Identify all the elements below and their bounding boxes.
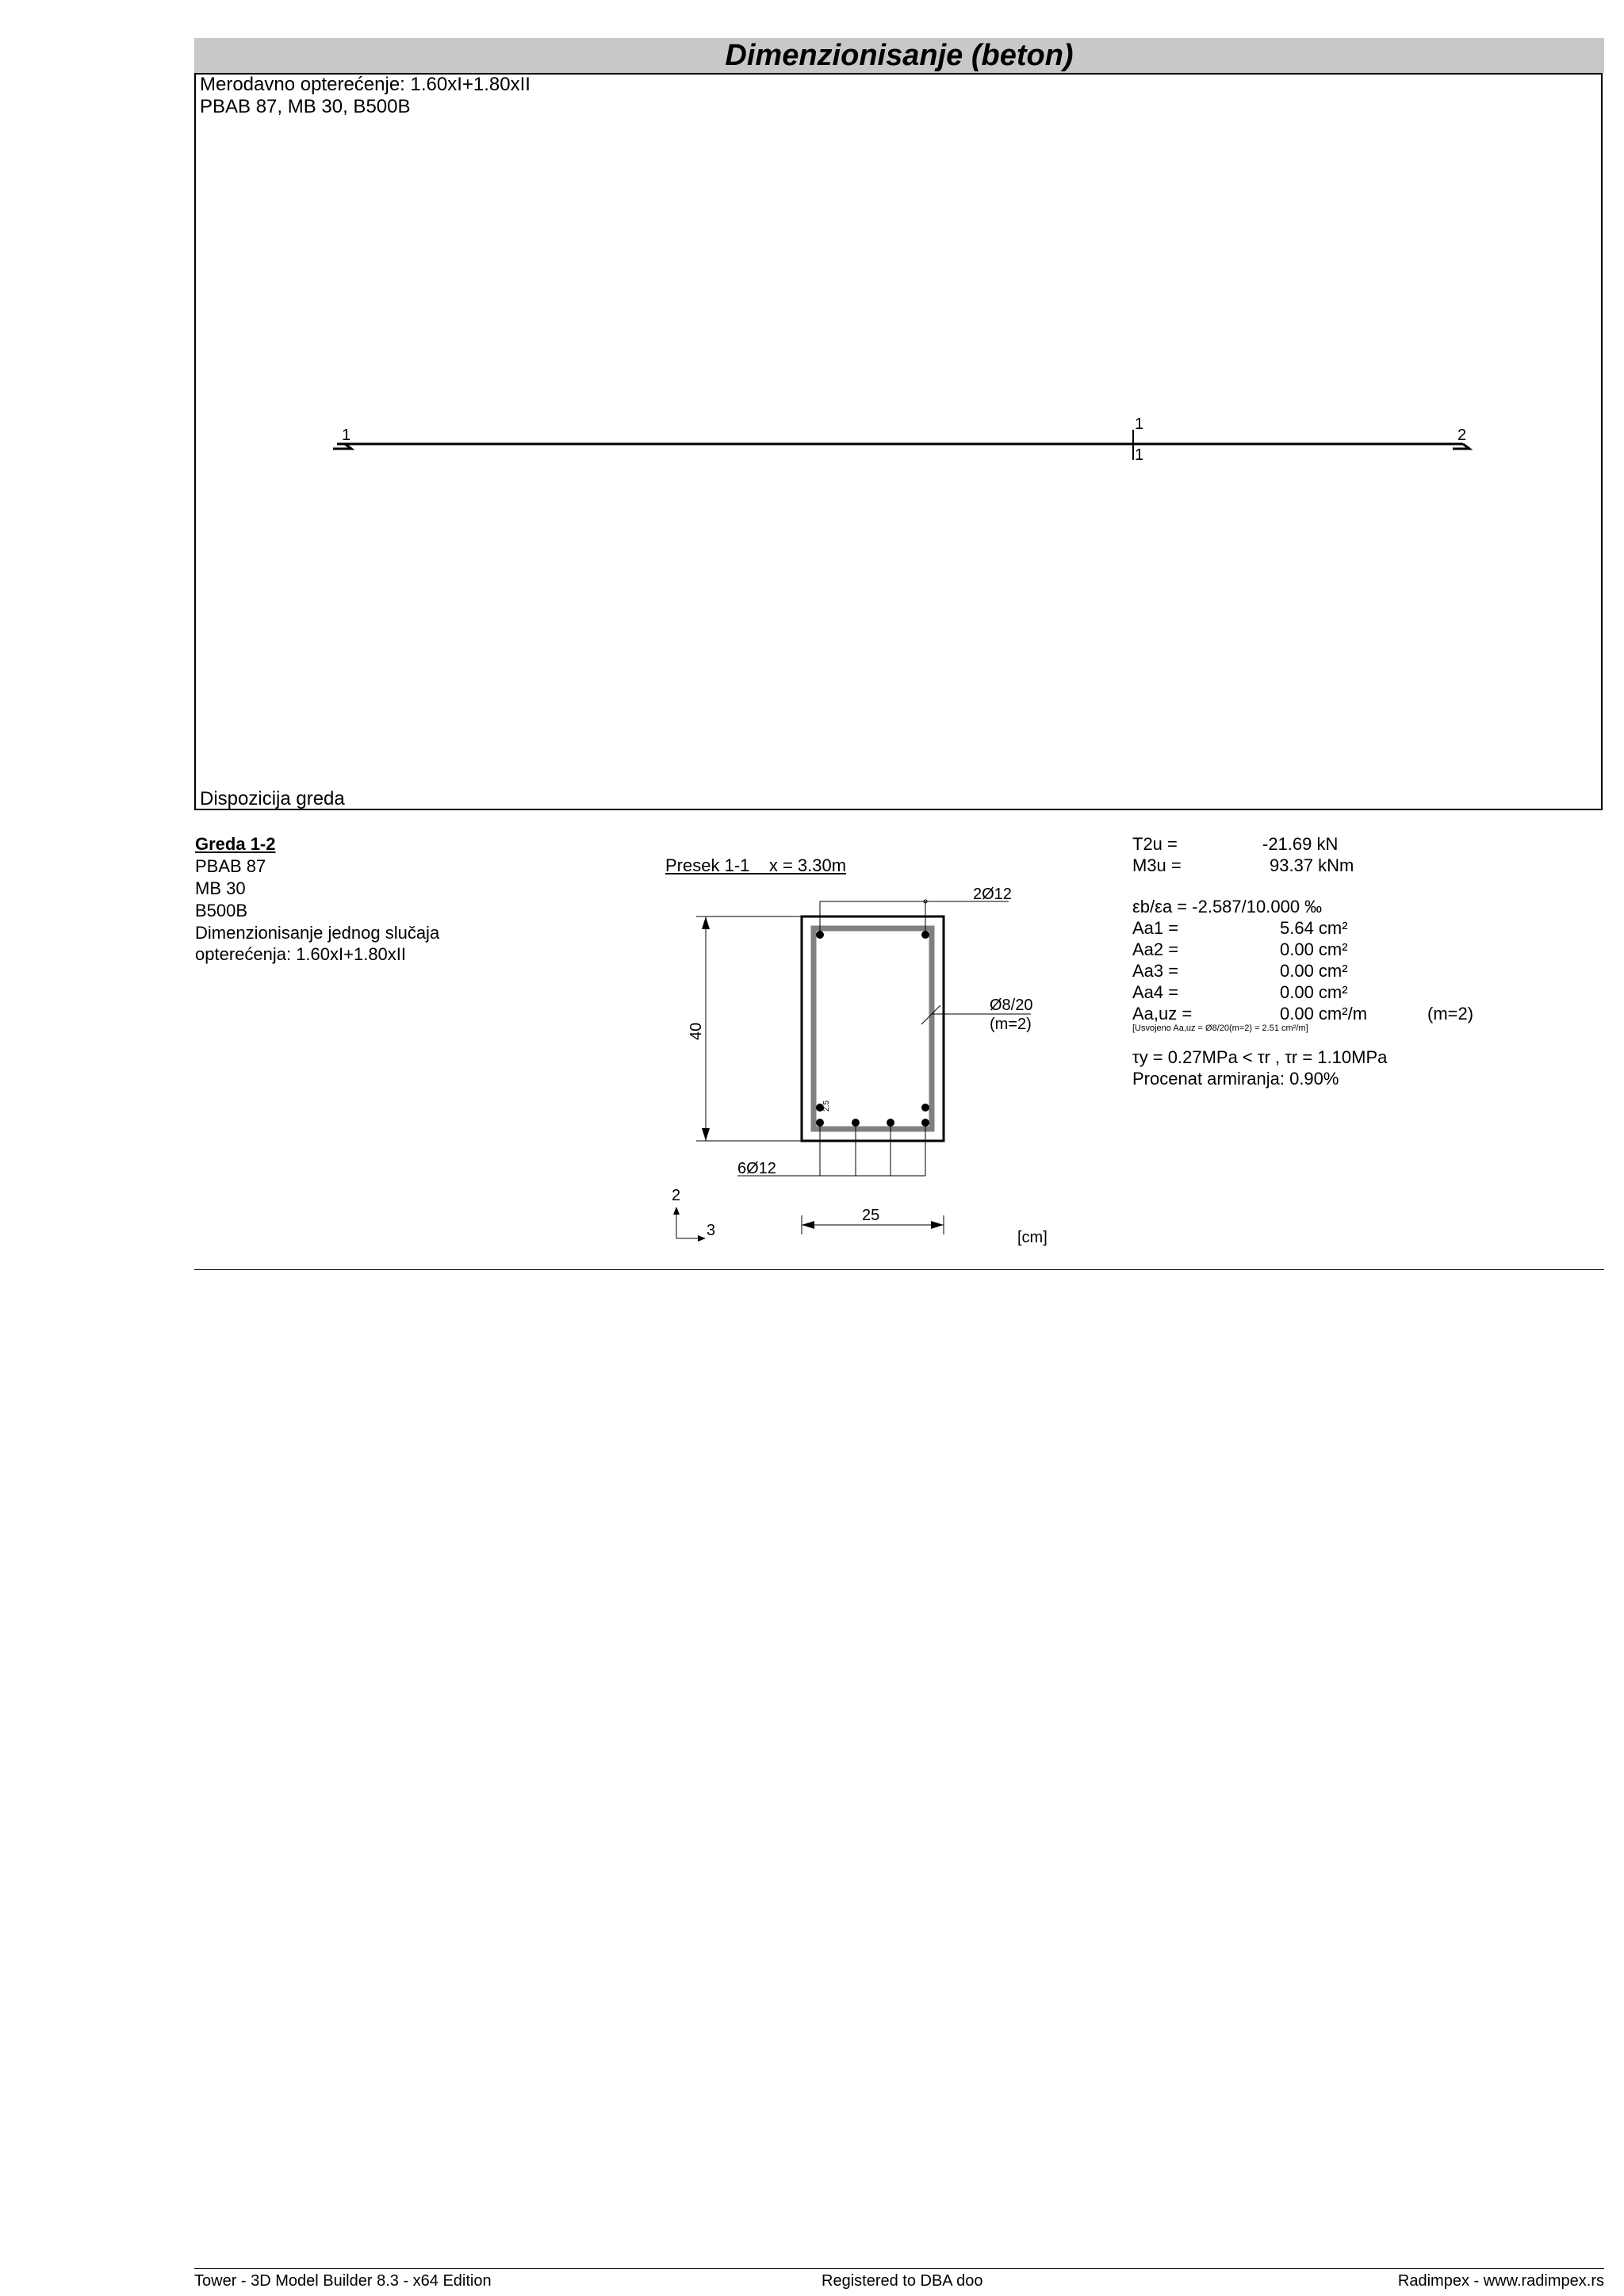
units-label: [cm] (1017, 1229, 1048, 1246)
beam-info-line: B500B (195, 901, 248, 920)
arrow-icon (698, 1235, 706, 1242)
node-label-right: 2 (1457, 427, 1467, 444)
t2u-label: T2u = (1132, 834, 1178, 854)
aauz-value: 0.00 cm²/m (1280, 1004, 1368, 1024)
beam-title: Greda 1-2 (195, 834, 276, 854)
arrow-icon (673, 1207, 680, 1215)
axis-2-label: 2 (672, 1187, 681, 1204)
aa4-value: 0.00 cm² (1280, 982, 1348, 1002)
cover-dim-label: 2.5 (822, 1100, 831, 1112)
section-label: Presek 1-1 x = 3.30m (665, 855, 847, 875)
footer-rule (194, 2268, 1604, 2269)
load-combination-text: Merodavno opterećenje: 1.60xI+1.80xII (200, 74, 530, 95)
beam-info-line: PBAB 87 (195, 856, 266, 876)
aa1-label: Aa1 = (1132, 918, 1179, 938)
aa3-value: 0.00 cm² (1280, 961, 1348, 981)
footer-left-text: Tower - 3D Model Builder 8.3 - x64 Edition (194, 2272, 492, 2290)
disposition-caption: Dispozicija greda (200, 788, 345, 809)
top-bars-label: 2Ø12 (973, 886, 1012, 903)
shear-check-text: τy = 0.27MPa < τr , τr = 1.10MPa (1132, 1047, 1388, 1067)
aauz-label: Aa,uz = (1132, 1004, 1193, 1024)
aa1-value: 5.64 cm² (1280, 918, 1348, 938)
stirrup-outline (814, 928, 932, 1129)
t2u-value: -21.69 kN (1262, 834, 1339, 854)
aauz-m-label: (m=2) (1427, 1004, 1474, 1024)
adopted-stirrups-note: [Usvojeno Aa,uz = Ø8/20(m=2) = 2.51 cm²/m] (1132, 1024, 1308, 1033)
reinforcement-percentage: Procenat armiranja: 0.90% (1132, 1069, 1339, 1089)
beam-info-line: opterećenja: 1.60xI+1.80xII (195, 944, 407, 964)
footer-center-text: Registered to DBA doo (822, 2272, 983, 2290)
bottom-rebar (921, 1104, 929, 1112)
arrow-icon (931, 1221, 944, 1229)
page-title: Dimenzionisanje (beton) (725, 38, 1074, 72)
page-title-bar (194, 38, 1604, 73)
width-dim-label: 25 (862, 1207, 880, 1224)
node-label-left: 1 (342, 427, 351, 444)
arrow-icon (702, 916, 710, 929)
beam-info-line: Dimenzionisanje jednog slučaja (195, 923, 440, 943)
m3u-label: M3u = (1132, 855, 1182, 875)
beam-disposition-drawing (194, 73, 1603, 810)
m3u-value: 93.37 kNm (1270, 855, 1354, 875)
section-label-bottom: 1 (1135, 446, 1144, 464)
stirrup-m-label: (m=2) (990, 1016, 1032, 1033)
stirrup-label: Ø8/20 (990, 997, 1033, 1014)
section-divider (194, 1269, 1604, 1270)
axis-3-label: 3 (707, 1222, 716, 1239)
arrow-icon (702, 1128, 710, 1141)
materials-text: PBAB 87, MB 30, B500B (200, 96, 411, 117)
aa3-label: Aa3 = (1132, 961, 1179, 981)
arrow-icon (802, 1221, 814, 1229)
cross-section-drawing (666, 880, 1063, 1253)
aa2-label: Aa2 = (1132, 939, 1179, 959)
aa2-value: 0.00 cm² (1280, 939, 1348, 959)
height-dim-label: 40 (688, 1022, 705, 1040)
aa4-label: Aa4 = (1132, 982, 1179, 1002)
beam-info-line: MB 30 (195, 878, 246, 898)
footer-right-text: Radimpex - www.radimpex.rs (1397, 2272, 1604, 2290)
strain-text: εb/εa = -2.587/10.000 ‰ (1132, 897, 1323, 916)
bottom-bars-label: 6Ø12 (737, 1160, 776, 1177)
section-label-top: 1 (1135, 415, 1144, 433)
